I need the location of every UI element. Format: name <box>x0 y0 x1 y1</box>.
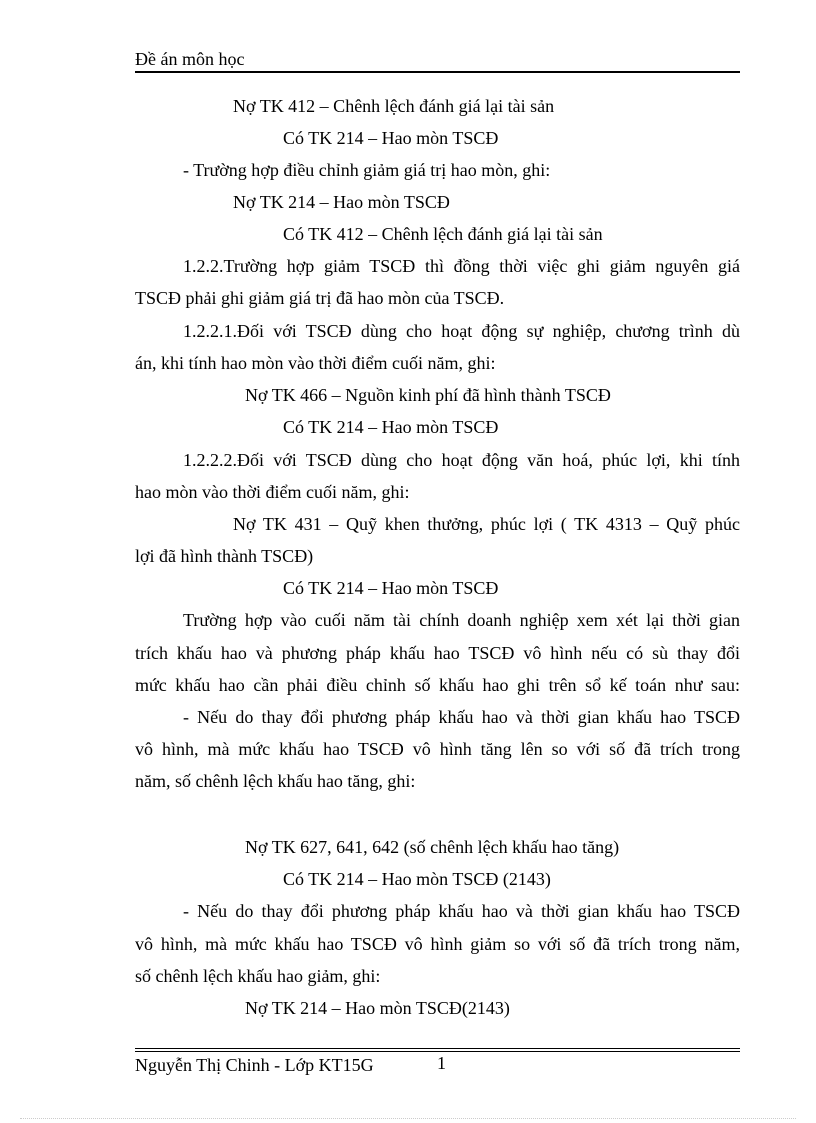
text-line: trích khấu hao và phương pháp khấu hao TSCĐ vô hình nếu có sù thay đổi <box>135 643 740 663</box>
text-line: án, khi tính hao mòn vào thời điểm cuối năm, ghi: <box>135 353 496 373</box>
text-line: Trường hợp vào cuối năm tài chính doanh nghiệp xem xét lại thời gian <box>183 610 740 630</box>
text-line: Nợ TK 466 – Nguồn kinh phí đã hình thành TSCĐ <box>245 385 611 405</box>
text-line: Nợ TK 431 – Quỹ khen thưởng, phúc lợi ( TK 4313 – Quỹ phúc <box>233 514 740 534</box>
text-line: số chênh lệch khấu hao giảm, ghi: <box>135 966 381 986</box>
text-line: Có TK 214 – Hao mòn TSCĐ (2143) <box>283 869 551 889</box>
text-line: - Nếu do thay đổi phương pháp khấu hao và thời gian khấu hao TSCĐ <box>183 707 740 727</box>
text-line: Nợ TK 214 – Hao mòn TSCĐ(2143) <box>245 998 510 1018</box>
text-line: mức khấu hao cần phải điều chỉnh số khấu hao ghi trên sổ kế toán như sau: <box>135 675 740 695</box>
text-line: 1.2.2.Trường hợp giảm TSCĐ thì đồng thời việc ghi giảm nguyên giá <box>183 256 740 276</box>
page-header-title: Đề án môn học <box>135 49 245 69</box>
footer-rule <box>135 1048 740 1049</box>
text-line: lợi đã hình thành TSCĐ) <box>135 546 314 566</box>
text-line: năm, số chênh lệch khấu hao tăng, ghi: <box>135 771 416 791</box>
text-line: Có TK 214 – Hao mòn TSCĐ <box>283 128 499 148</box>
text-line: vô hình, mà mức khấu hao TSCĐ vô hình tăng lên so với số đã trích trong <box>135 739 740 759</box>
text-line: Có TK 214 – Hao mòn TSCĐ <box>283 578 499 598</box>
footer-author: Nguyễn Thị Chinh - Lớp KT15G <box>135 1055 374 1075</box>
text-line: vô hình, mà mức khấu hao TSCĐ vô hình giảm so với số đã trích trong năm, <box>135 934 740 954</box>
text-line: 1.2.2.1.Đối với TSCĐ dùng cho hoạt động sự nghiệp, chương trình dù <box>183 321 740 341</box>
text-line: - Trường hợp điều chỉnh giảm giá trị hao mòn, ghi: <box>183 160 551 180</box>
text-line: 1.2.2.2.Đối với TSCĐ dùng cho hoạt động văn hoá, phúc lợi, khi tính <box>183 450 740 470</box>
text-line: TSCĐ phải ghi giảm giá trị đã hao mòn của TSCĐ. <box>135 288 505 308</box>
text-line: Có TK 412 – Chênh lệch đánh giá lại tài sản <box>283 224 603 244</box>
text-line: Nợ TK 627, 641, 642 (số chênh lệch khấu hao tăng) <box>245 837 620 857</box>
text-line: - Nếu do thay đổi phương pháp khấu hao và thời gian khấu hao TSCĐ <box>183 901 740 921</box>
header-rule <box>135 71 740 73</box>
footer-rule <box>135 1051 740 1052</box>
page-bottom-border <box>20 1118 796 1119</box>
text-line: Nợ TK 214 – Hao mòn TSCĐ <box>233 192 450 212</box>
text-line: hao mòn vào thời điểm cuối năm, ghi: <box>135 482 410 502</box>
text-line: Có TK 214 – Hao mòn TSCĐ <box>283 417 499 437</box>
page-number: 1 <box>437 1053 446 1073</box>
text-line: Nợ TK 412 – Chênh lệch đánh giá lại tài sản <box>233 96 555 116</box>
